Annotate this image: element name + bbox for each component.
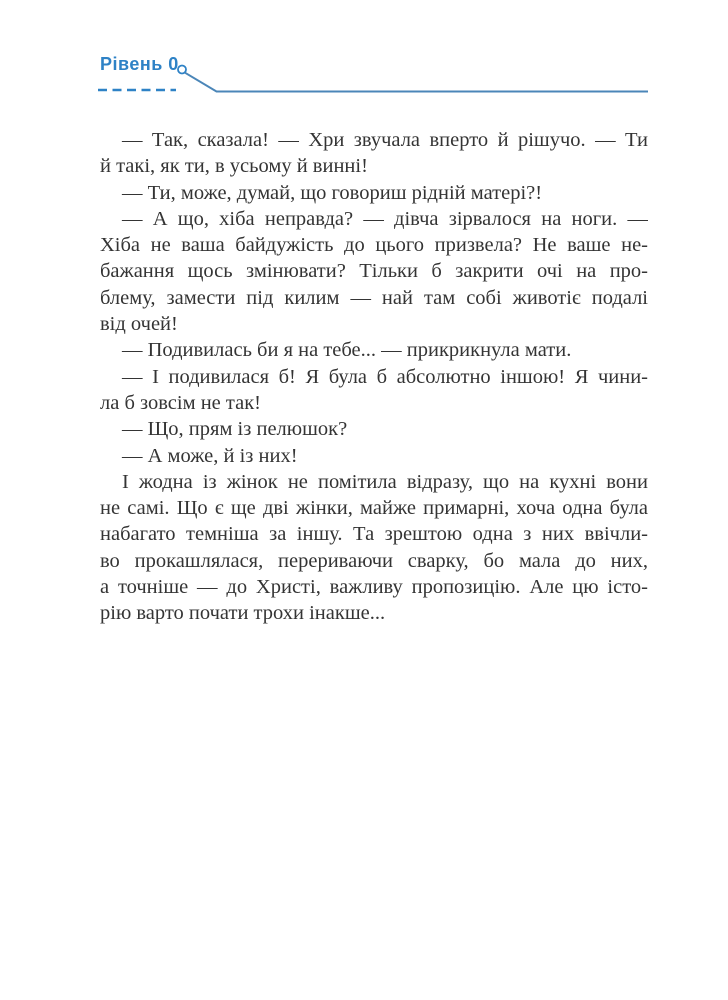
paragraph bbox=[100, 180, 648, 206]
text-line: І жодна із жінок не помітила відразу, що на кухні вони bbox=[122, 470, 648, 493]
page-text-block bbox=[100, 127, 648, 627]
paragraph bbox=[100, 127, 648, 180]
text-line: набагато темніша за іншу. Та зрештою одна з них ввічли- bbox=[100, 523, 648, 546]
text-line: блему, замести під килим — най там собі животіє подалі bbox=[100, 286, 648, 309]
paragraph bbox=[100, 364, 648, 417]
text-line: — І подивилася б! Я була б абсолютно іншою! Я чини- bbox=[122, 365, 648, 388]
text-line: — Так, сказала! — Хри звучала вперто й рішучо. — Ти bbox=[122, 129, 648, 151]
text-line: — Ти, може, думай, що говориш рідній матері?! bbox=[122, 181, 543, 204]
text-line: й такі, як ти, в усьому й винні! bbox=[100, 155, 368, 178]
text-line: во прокашлялася, перериваючи сварку, бо мала до них, bbox=[100, 549, 648, 572]
text-line: — Що, прям із пелюшок? bbox=[122, 418, 348, 441]
text-line: Хіба не ваша байдужість до цього призвела? Не ваше не- bbox=[100, 234, 648, 257]
paragraph bbox=[100, 416, 648, 442]
paragraph bbox=[100, 469, 648, 627]
text-line: — А що, хіба неправда? — дівча зірвалося на ноги. — bbox=[122, 207, 648, 230]
paragraph bbox=[100, 337, 648, 363]
text-line: ла б зовсім не так! bbox=[100, 391, 261, 414]
leader-rule-line bbox=[185, 73, 648, 92]
magnifier-icon bbox=[178, 66, 186, 74]
text-line: бажання щось змінювати? Тільки б закрити очі на про- bbox=[100, 260, 648, 283]
paragraph bbox=[100, 443, 648, 469]
paragraph bbox=[100, 206, 648, 337]
text-line: а точніше — до Христі, важливу пропозицію. Але цю істо- bbox=[100, 576, 648, 599]
text-line: від очей! bbox=[100, 313, 178, 336]
text-line: рію варто почати трохи інакше... bbox=[100, 602, 386, 625]
text-line: — А може, й із них! bbox=[122, 444, 298, 467]
text-line: — Подивилась би я на тебе... — прикрикнула мати. bbox=[122, 339, 572, 362]
text-line: не самі. Що є ще дві жінки, майже примарні, хоча одна була bbox=[100, 497, 648, 520]
chapter-level-label: Рівень 0 bbox=[100, 54, 179, 74]
